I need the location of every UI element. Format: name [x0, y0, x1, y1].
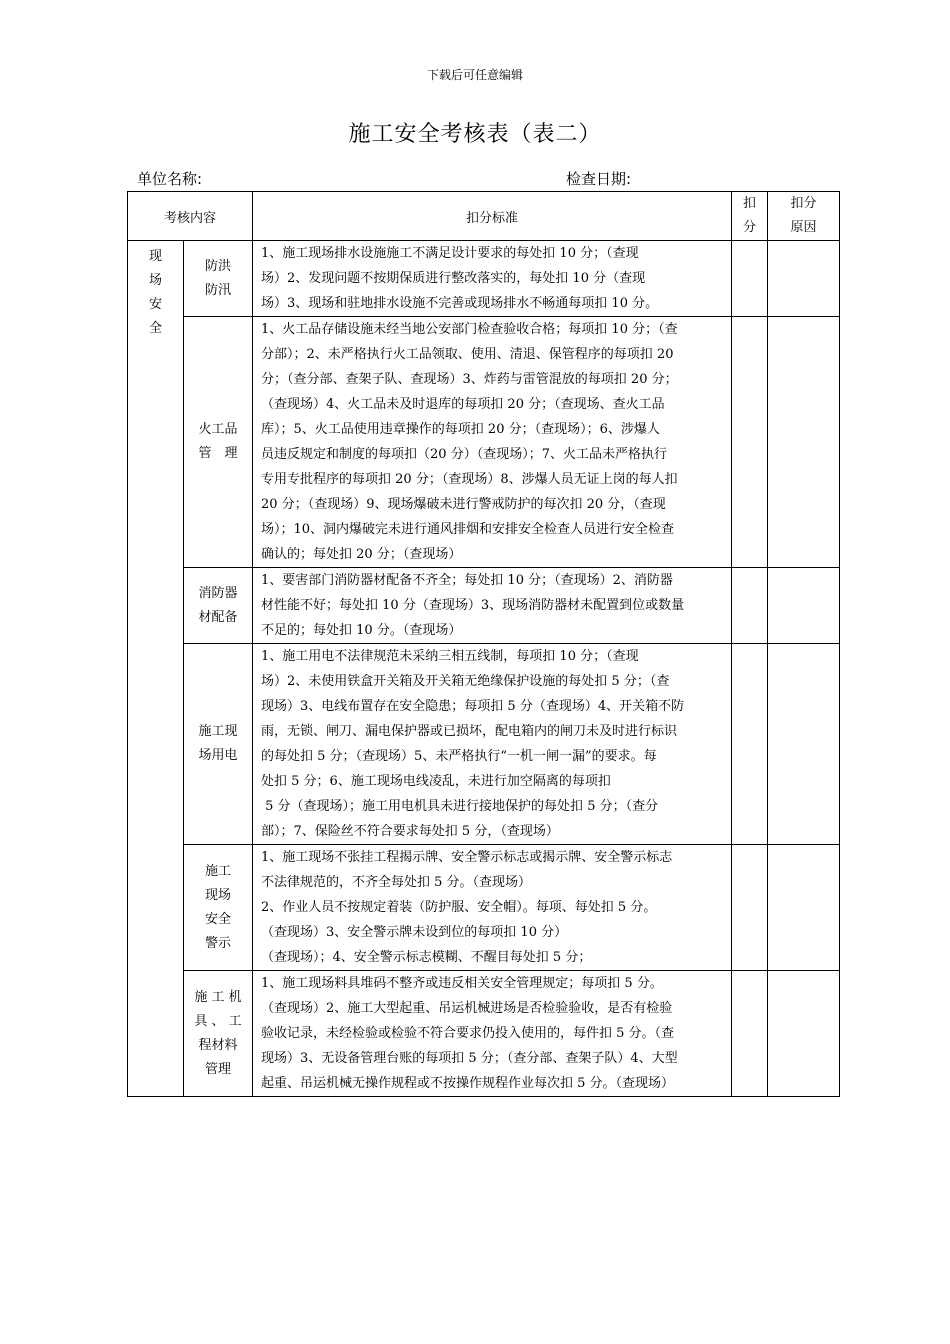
- item-label-line: 消防器: [198, 585, 238, 601]
- criteria-line: 场）；10、洞内爆破完未进行通风排烟和安排安全检查人员进行安全检查: [261, 522, 675, 537]
- criteria-line: 部）；7、保险丝不符合要求每处扣 5 分，（查现场）: [261, 824, 559, 839]
- item-label-line: 施 工 机: [194, 989, 242, 1005]
- item-site-electricity: [184, 644, 253, 845]
- criteria-safety-warnings: [253, 845, 732, 971]
- criteria-machinery-materials: [253, 971, 732, 1097]
- criteria-line: 2、作业人员不按规定着装（防护服、安全帽）。每项、每处扣 5 分。: [261, 900, 657, 915]
- criteria-line: 员违反规定和制度的每项扣（20 分）（查现场）；7、火工品未严格执行: [261, 447, 667, 462]
- header-deduct-line1: 扣: [743, 196, 757, 211]
- header-deduct: [732, 192, 768, 241]
- header-reason-line2: 原因: [790, 220, 817, 235]
- criteria-line: 场）3、现场和驻地排水设施不完善或现场排水不畅通每项扣 10 分。: [261, 296, 659, 311]
- unit-name-label: 单位名称:: [137, 170, 203, 188]
- criteria-line: 1、火工品存储设施未经当地公安部门检查验收合格；每项扣 10 分；（查: [261, 322, 678, 337]
- reason-cell[interactable]: [768, 971, 840, 1097]
- category-char: 全: [148, 321, 162, 336]
- criteria-line: 分；（查分部、查架子队、查现场）3、炸药与雷管混放的每项扣 20 分；: [261, 372, 678, 387]
- criteria-line: 起重、吊运机械无操作规程或不按操作规程作业每次扣 5 分。（查现场）: [261, 1076, 675, 1091]
- category-char: 场: [148, 273, 162, 288]
- criteria-line: （查现场）4、火工品未及时退库的每项扣 20 分；（查现场、查火工品: [261, 397, 665, 412]
- criteria-line: （查现场）2、施工大型起重、吊运机械进场是否检验验收，是否有检验: [261, 1001, 673, 1016]
- criteria-line: 1、施工现场排水设施施工不满足设计要求的每处扣 10 分；（查现: [261, 246, 639, 261]
- item-label-line: 安全: [205, 911, 232, 927]
- item-label-line: 具 、 工: [194, 1013, 242, 1029]
- table-row: [128, 317, 840, 568]
- item-label-line: 管 理: [198, 446, 238, 461]
- item-label-line: 材配备: [198, 609, 238, 625]
- criteria-line: 1、施工现场不张挂工程揭示牌、安全警示标志或揭示牌、安全警示标志: [261, 850, 673, 865]
- reason-cell[interactable]: [768, 317, 840, 568]
- header-reason: [768, 192, 840, 241]
- item-label-line: 施工现: [198, 724, 238, 739]
- criteria-line: （查现场）；4、安全警示标志模糊、不醒目每处扣 5 分；: [261, 950, 592, 965]
- criteria-line: 库）；5、火工品使用违章操作的每项扣 20 分；（查现场）；6、涉爆人: [261, 422, 660, 437]
- deduct-cell[interactable]: [732, 568, 768, 644]
- category-site-safety: [128, 241, 184, 1097]
- criteria-line: 不法律规范的，不齐全每处扣 5 分。（查现场）: [261, 875, 532, 890]
- criteria-fire-equipment: [253, 568, 732, 644]
- deduct-cell[interactable]: [732, 644, 768, 845]
- item-label-line: 警示: [205, 935, 232, 951]
- header-reason-line1: 扣分: [790, 196, 817, 211]
- table-row: [128, 845, 840, 971]
- criteria-line: 20 分；（查现场）9、现场爆破未进行警戒防护的每次扣 20 分，（查现: [261, 497, 666, 512]
- reason-cell[interactable]: [768, 241, 840, 317]
- criteria-line: 材性能不好；每处扣 10 分（查现场）3、现场消防器材未配置到位或数量: [261, 598, 685, 613]
- header-criteria: 扣分标准: [253, 192, 732, 241]
- table-row: [128, 644, 840, 845]
- criteria-line: 验收记录，未经检验或检验不符合要求仍投入使用的，每件扣 5 分。（查: [261, 1026, 675, 1041]
- category-char: 安: [148, 297, 162, 312]
- table-row: [128, 241, 840, 317]
- criteria-line: 不足的；每处扣 10 分。（查现场）: [261, 623, 462, 638]
- criteria-line: 的每处扣 5 分；（查现场）5、未严格执行“一机一闸一漏”的要求。每: [261, 749, 657, 764]
- item-label-line: 防洪: [205, 258, 232, 274]
- table-header-row: [128, 192, 840, 241]
- item-safety-warnings: [184, 845, 253, 971]
- item-machinery-materials: [184, 971, 253, 1097]
- criteria-line: 1、施工现场料具堆码不整齐或违反相关安全管理规定；每项扣 5 分。: [261, 976, 663, 991]
- criteria-line: （查现场）3、安全警示牌未设到位的每项扣 10 分）: [261, 925, 568, 940]
- item-label-line: 场用电: [198, 748, 238, 763]
- item-fire-equipment: [184, 568, 253, 644]
- deduct-cell[interactable]: [732, 241, 768, 317]
- item-label-line: 火工品: [198, 422, 238, 437]
- reason-cell[interactable]: [768, 644, 840, 845]
- criteria-line: 场）2、未使用铁盒开关箱及开关箱无绝缘保护设施的每处扣 5 分；（查: [261, 674, 670, 689]
- item-label-line: 程材料: [198, 1037, 238, 1053]
- deduct-cell[interactable]: [732, 971, 768, 1097]
- download-watermark: 下载后可任意编辑: [426, 68, 523, 82]
- item-label-line: 现场: [205, 887, 232, 903]
- criteria-line: 现场）3、电线布置存在安全隐患；每项扣 5 分（查现场）4、开关箱不防: [261, 699, 685, 714]
- table-row: [128, 971, 840, 1097]
- page-title: 施工安全考核表（表二）: [348, 122, 602, 147]
- criteria-line: 1、施工用电不法律规范未采纳三相五线制，每项扣 10 分；（查现: [261, 649, 639, 664]
- criteria-explosives-management: [253, 317, 732, 568]
- criteria-line: 雨，无锁、闸刀、漏电保护器或已损坏，配电箱内的闸刀未及时进行标识: [261, 724, 678, 739]
- criteria-line: 现场）3、无设备管理台账的每项扣 5 分；（查分部、查架子队）4、大型: [261, 1051, 678, 1066]
- criteria-line: 专用专批程序的每项扣 20 分；（查现场）8、涉爆人员无证上岗的每人扣: [261, 472, 678, 487]
- item-label-line: 施工: [205, 863, 232, 879]
- criteria-line: 5 分（查现场）；施工用电机具未进行接地保护的每处扣 5 分；（查分: [261, 799, 659, 814]
- criteria-site-electricity: [253, 644, 732, 845]
- deduct-cell[interactable]: [732, 845, 768, 971]
- item-explosives-management: [184, 317, 253, 568]
- criteria-line: 确认的；每处扣 20 分；（查现场）: [261, 547, 462, 562]
- assessment-table: [127, 191, 840, 1097]
- item-label-line: 防汛: [205, 282, 232, 298]
- item-flood-control: [184, 241, 253, 317]
- category-char: 现: [148, 249, 162, 264]
- criteria-line: 场）2、发现问题不按期保质进行整改落实的，每处扣 10 分（查现: [261, 271, 646, 286]
- reason-cell[interactable]: [768, 568, 840, 644]
- criteria-line: 分部）；2、未严格执行火工品领取、使用、清退、保管程序的每项扣 20: [261, 347, 674, 362]
- criteria-line: 处扣 5 分；6、施工现场电线凌乱，未进行加空隔离的每项扣: [261, 774, 611, 789]
- inspection-date-label: 检查日期:: [566, 170, 632, 188]
- header-content: 考核内容: [128, 192, 253, 241]
- criteria-flood-control: [253, 241, 732, 317]
- item-label-line: 管理: [205, 1061, 232, 1077]
- table-row: [128, 568, 840, 644]
- deduct-cell[interactable]: [732, 317, 768, 568]
- header-deduct-line2: 分: [743, 220, 757, 235]
- criteria-line: 1、要害部门消防器材配备不齐全；每处扣 10 分；（查现场）2、消防器: [261, 573, 673, 588]
- reason-cell[interactable]: [768, 845, 840, 971]
